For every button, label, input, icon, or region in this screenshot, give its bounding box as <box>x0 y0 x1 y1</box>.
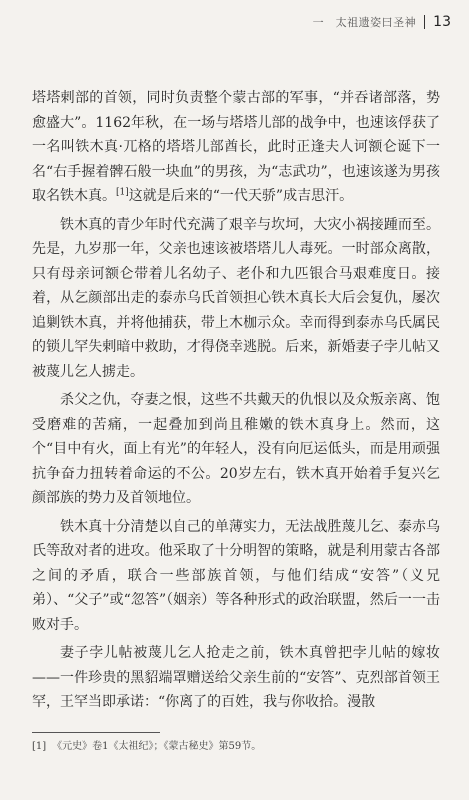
paragraph-5: 妻子孛儿帖被蔑儿乞人抢走之前，铁木真曾把孛儿帖的嫁妆——一件珍贵的黑貂端罩赠送给父亲生前的“安答”、克烈部首领王罕，王罕当即承诺：“你离了的百姓，我与你收拾。漫散 <box>32 645 440 710</box>
chapter-title: 一 太祖遗姿曰圣神 <box>312 16 417 29</box>
body-text <box>32 86 440 715</box>
page-number: 13 <box>433 14 451 30</box>
footnote <box>32 740 440 754</box>
paragraph-1-text: 塔塔剌部的首领，同时负责整个蒙古部的军事，“并吞诸部落，势愈盛大”。1162年秋，在一场与塔塔儿部的战争中，也速该俘获了一名叫铁木真·兀格的塔塔儿部酋长，此时正逢夫人诃额仑诞下一名“右手握着髀石般一块血”的男孩，为“志武功”，也速该遂为男孩取名铁木真。 <box>32 90 440 204</box>
paragraph-1-tail: 这就是后来的“一代天骄”成吉思汗。 <box>128 188 354 204</box>
header-divider <box>424 15 425 29</box>
running-head <box>313 14 451 30</box>
footnote-reference[interactable]: [1] <box>116 187 129 198</box>
paragraph-2: 铁木真的青少年时代充满了艰辛与坎坷，大灾小祸接踵而至。先是，九岁那一年，父亲也速该被塔塔儿人毒死。一时部众离散，只有母亲诃额仑带着儿名幼子、老仆和九匹银合马艰难度日。接着，从乞颜部出走的泰赤乌氏首领担心铁木真长大后会复仇，屡次追剿铁木真，并将他捕获，带上木枷示众。幸而得到泰赤乌氏属民的锁儿罕失剌暗中救助，才得侥幸逃脱。后来，新婚妻子孛儿帖又被蔑儿乞人掳走。 <box>32 216 440 380</box>
paragraph-1 <box>32 86 440 209</box>
paragraph-4: 铁木真十分清楚以自己的单薄实力，无法战胜蔑儿乞、泰赤乌氏等敌对者的进攻。他采取了十分明智的策略，就是利用蒙古各部之间的矛盾，联合一些部族首领，与他们结成“安答”（义兄弟）、“父子”或“忽答”（姻亲）等各种形式的政治联盟，然后一一击败对手。 <box>32 518 440 633</box>
footnote-text: 《元史》卷1《太祖纪》；《蒙古秘史》第59节。 <box>52 741 262 752</box>
footnote-mark: [1] <box>32 741 47 752</box>
footnote-divider <box>32 732 160 733</box>
paragraph-3: 杀父之仇，夺妻之恨，这些不共戴天的仇恨以及众叛亲离、饱受磨难的苦痛，一起叠加到尚且稚嫩的铁木真身上。然而，这个“目中有火，面上有光”的年轻人，没有向厄运低头，而是用顽强抗争奋力扭转着命运的不公。20岁左右，铁木真开始着手复兴乞颜部族的势力及首领地位。 <box>32 392 440 506</box>
